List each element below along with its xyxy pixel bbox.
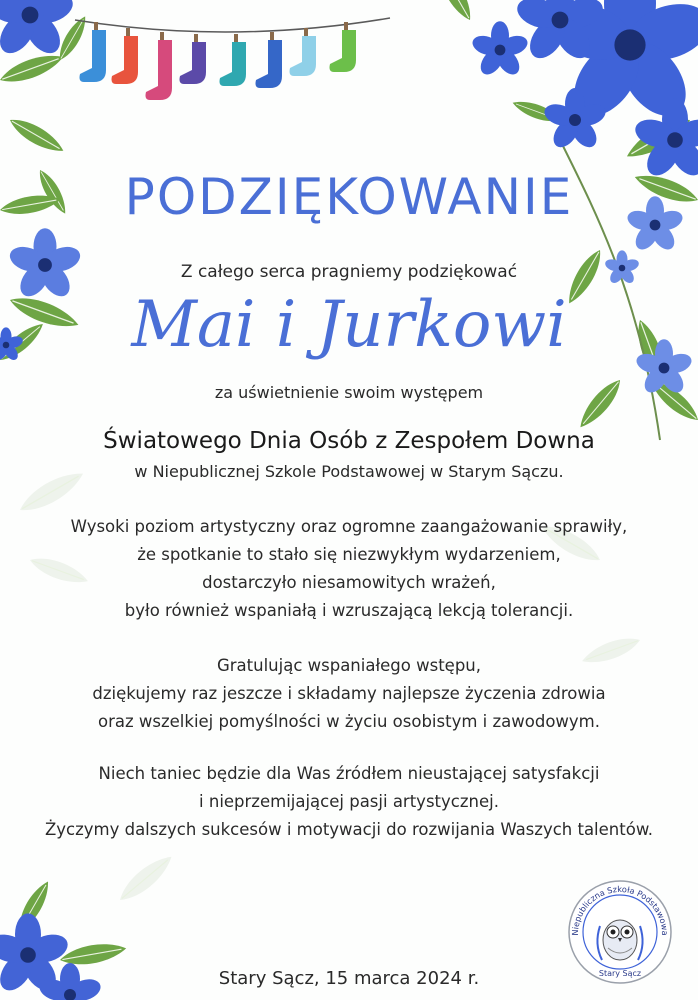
recipient-names: Mai i Jurkowi (131, 288, 567, 362)
intro-line: Z całego serca pragniemy podziękować (180, 262, 518, 282)
paragraph-achievement (0, 513, 698, 625)
paragraph-line: dziękujemy raz jeszcze i składamy najlepsze życzenia zdrowia (92, 684, 606, 703)
sock-garland (75, 18, 390, 100)
date-line: Stary Sącz, 15 marca 2024 r. (218, 968, 480, 989)
occasion-line: za uświetnienie swoim występem (214, 383, 484, 402)
paragraph-line: Wysoki poziom artystyczny oraz ogromne zaangażowanie sprawiły, (70, 517, 628, 536)
paragraph-line: że spotkanie to stało się niezwykłym wydarzeniem, (137, 545, 561, 564)
paragraph-line: oraz wszelkiej pomyślności w życiu osobistym i zawodowym. (98, 712, 600, 731)
paragraph-line: było również wspaniałą i wzruszającą lekcją tolerancji. (124, 601, 574, 620)
paragraph-line: Życzymy dalszych sukcesów i motywacji do rozwijania Waszych talentów. (44, 820, 654, 839)
seal-outer-text: Niepubliczna Szkoła Podstawowa (569, 883, 671, 936)
page-title: PODZIĘKOWANIE (124, 168, 574, 226)
paragraph-line: i nieprzemijającej pasji artystycznej. (199, 792, 499, 811)
school-line: w Niepublicznej Szkole Podstawowej w Starym Sączu. (134, 462, 564, 481)
paragraph-wishes (0, 760, 698, 844)
paragraph-line: Gratulując wspaniałego wstępu, (216, 656, 482, 675)
school-seal (558, 878, 682, 986)
paragraph-congratulations (0, 652, 698, 736)
paragraph-line: dostarczyło niesamowitych wrażeń, (202, 573, 496, 592)
paragraph-line: Niech taniec będzie dla Was źródłem nieustającej satysfakcji (98, 764, 600, 783)
event-name: Światowego Dnia Osób z Zespołem Downa (103, 428, 595, 454)
seal-bottom-text: Stary Sącz (598, 969, 642, 978)
top-right-flowers (470, 0, 698, 181)
